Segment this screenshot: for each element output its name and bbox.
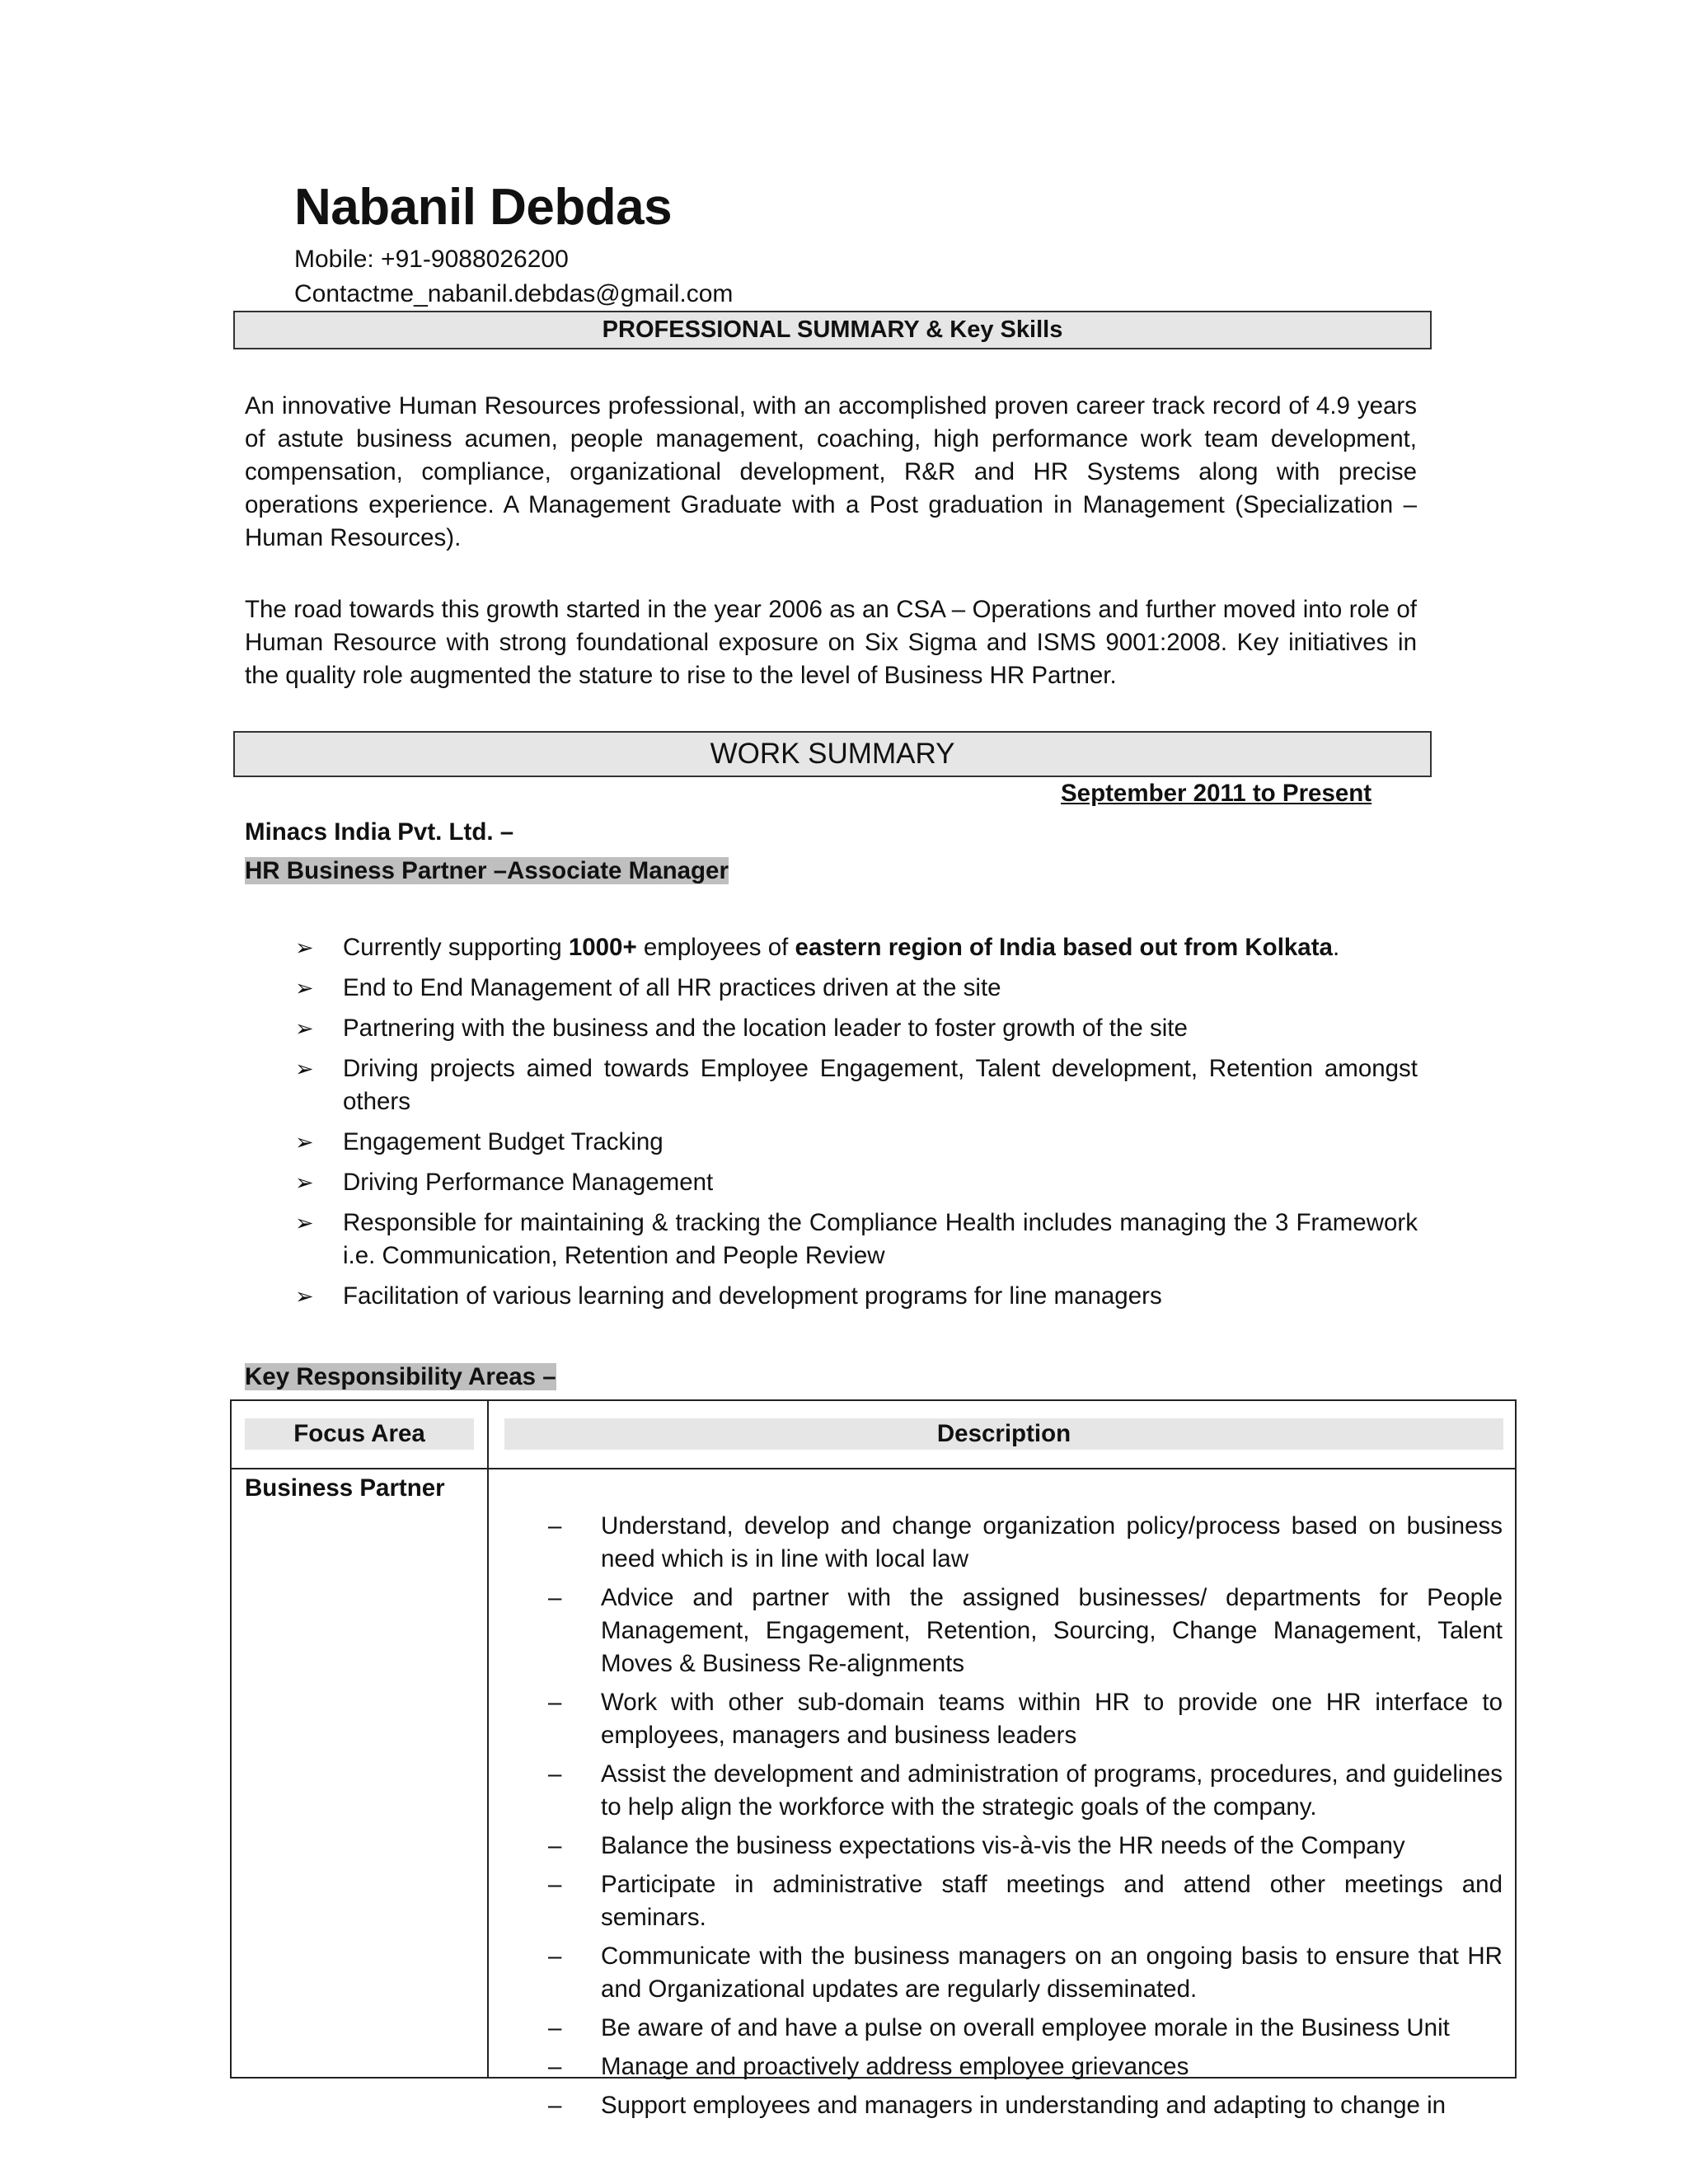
- arrow-bullet-icon: ➢: [295, 1016, 314, 1041]
- employment-period: September 2011 to Present: [1061, 780, 1372, 807]
- list-item: [548, 2089, 1503, 2122]
- list-item: [548, 1758, 1503, 1824]
- summary-paragraph-2: The road towards this growth started in the year 2006 as an CSA – Operations and further moved into role of Human Resource with strong foundational exposure on Six Sigma and ISMS 9001:2008. Key initiatives in the quality role augmented the stature to rise to the level of Business HR Partner.: [245, 596, 1417, 689]
- description-text: Balance the business expectations vis-à-vis the HR needs of the Company: [601, 1832, 1405, 1859]
- list-item: [295, 1012, 1418, 1045]
- description-text: Assist the development and administration of programs, procedures, and guidelines to help align the workforce with the strategic goals of the company.: [601, 1760, 1503, 1821]
- list-item: [295, 972, 1418, 1005]
- description-text: Be aware of and have a pulse on overall employee morale in the Business Unit: [601, 2014, 1450, 2041]
- bullet-text-bold: eastern region of India based out from Kolkata: [795, 934, 1333, 961]
- bullet-text-bold: 1000+: [568, 934, 637, 961]
- bullet-text-part: .: [1332, 934, 1340, 961]
- bullet-text: Engagement Budget Tracking: [343, 1128, 663, 1155]
- bullet-text: Driving Performance Management: [343, 1169, 714, 1196]
- bullet-text: Responsible for maintaining & tracking the Compliance Health includes managing the 3 Framework i.e. Communication, Retention and People Review: [343, 1209, 1418, 1269]
- focus-area-cell: Business Partner: [245, 1474, 445, 1502]
- description-text: Work with other sub-domain teams within HR to provide one HR interface to employees, managers and business leaders: [601, 1689, 1503, 1749]
- dash-bullet-icon: –: [548, 1943, 562, 1970]
- section-header-summary: PROFESSIONAL SUMMARY & Key Skills: [233, 311, 1432, 349]
- list-item: [295, 1207, 1418, 1272]
- bullet-text: Driving projects aimed towards Employee Engagement, Talent development, Retention amongst others: [343, 1055, 1418, 1115]
- description-text: Participate in administrative staff meetings and attend other meetings and seminars.: [601, 1871, 1503, 1931]
- description-text: Communicate with the business managers on an ongoing basis to ensure that HR and Organizational updates are regularly disseminated.: [601, 1943, 1503, 2003]
- list-item: [548, 1686, 1503, 1752]
- list-item: [548, 1582, 1503, 1680]
- arrow-bullet-icon: ➢: [295, 1170, 314, 1195]
- dash-bullet-icon: –: [548, 1832, 562, 1859]
- bullet-text-part: employees of: [636, 934, 795, 961]
- dash-bullet-icon: –: [548, 2014, 562, 2041]
- bullet-text: End to End Management of all HR practices driven at the site: [343, 974, 1001, 1001]
- list-item: [295, 1166, 1418, 1199]
- list-item: [295, 1280, 1418, 1313]
- job-role: [245, 855, 729, 888]
- list-item: [548, 1830, 1503, 1863]
- dash-bullet-icon: –: [548, 1584, 562, 1611]
- table-header-description: Description: [504, 1418, 1503, 1450]
- list-item: [548, 2012, 1503, 2045]
- dash-bullet-icon: –: [548, 2053, 562, 2080]
- kra-title: [245, 1361, 556, 1393]
- arrow-bullet-icon: ➢: [295, 935, 314, 960]
- arrow-bullet-icon: ➢: [295, 1284, 314, 1309]
- list-item: [548, 1510, 1503, 1576]
- work-bullet-list: [295, 931, 1418, 1320]
- dash-bullet-icon: –: [548, 2092, 562, 2119]
- table-row-divider: [230, 1468, 1517, 1469]
- job-role-text: HR Business Partner –Associate Manager: [245, 857, 729, 884]
- list-item: [295, 1052, 1418, 1118]
- description-text: Understand, develop and change organization policy/process based on business need which is in line with local law: [601, 1512, 1503, 1572]
- description-text: Support employees and managers in understanding and adapting to change in: [601, 2092, 1447, 2119]
- summary-paragraph-1: An innovative Human Resources professional, with an accomplished proven career track record of 4.9 years of astute business acumen, people management, coaching, high performance work team development, compensation, compliance, organizational development, R&R and HR Systems along with precise operations experience. A Management Graduate with a Post graduation in Management (Specialization – Human Resources).: [245, 392, 1417, 551]
- candidate-name: Nabanil Debdas: [294, 179, 673, 236]
- section-header-work: WORK SUMMARY: [233, 731, 1432, 777]
- dash-bullet-icon: –: [548, 1512, 562, 1540]
- arrow-bullet-icon: ➢: [295, 1211, 314, 1235]
- company-name: Minacs India Pvt. Ltd. –: [245, 818, 514, 846]
- dash-bullet-icon: –: [548, 1760, 562, 1788]
- table-column-divider: [487, 1399, 489, 2079]
- email-address: Contactme_nabanil.debdas@gmail.com: [294, 280, 734, 307]
- bullet-text: Partnering with the business and the location leader to foster growth of the site: [343, 1015, 1188, 1042]
- table-header-focus-area: Focus Area: [245, 1418, 474, 1450]
- dash-bullet-icon: –: [548, 1689, 562, 1716]
- description-text: Manage and proactively address employee grievances: [601, 2053, 1189, 2080]
- arrow-bullet-icon: ➢: [295, 976, 314, 1001]
- description-list: [548, 1510, 1503, 2119]
- bullet-text-part: Currently supporting: [343, 934, 569, 961]
- mobile-number: Mobile: +91-9088026200: [294, 246, 569, 273]
- list-item: [295, 931, 1418, 964]
- kra-title-text: Key Responsibility Areas –: [245, 1363, 556, 1390]
- list-item: [548, 1868, 1503, 1934]
- dash-bullet-icon: –: [548, 1871, 562, 1898]
- arrow-bullet-icon: ➢: [295, 1130, 314, 1155]
- list-item: [548, 1940, 1503, 2006]
- description-text: Advice and partner with the assigned businesses/ departments for People Management, Engagement, Retention, Sourcing, Change Management, Talent Moves & Business Re-alignments: [601, 1584, 1503, 1677]
- list-item: [548, 2050, 1503, 2083]
- arrow-bullet-icon: ➢: [295, 1057, 314, 1081]
- list-item: [295, 1126, 1418, 1159]
- bullet-text: Facilitation of various learning and development programs for line managers: [343, 1282, 1162, 1310]
